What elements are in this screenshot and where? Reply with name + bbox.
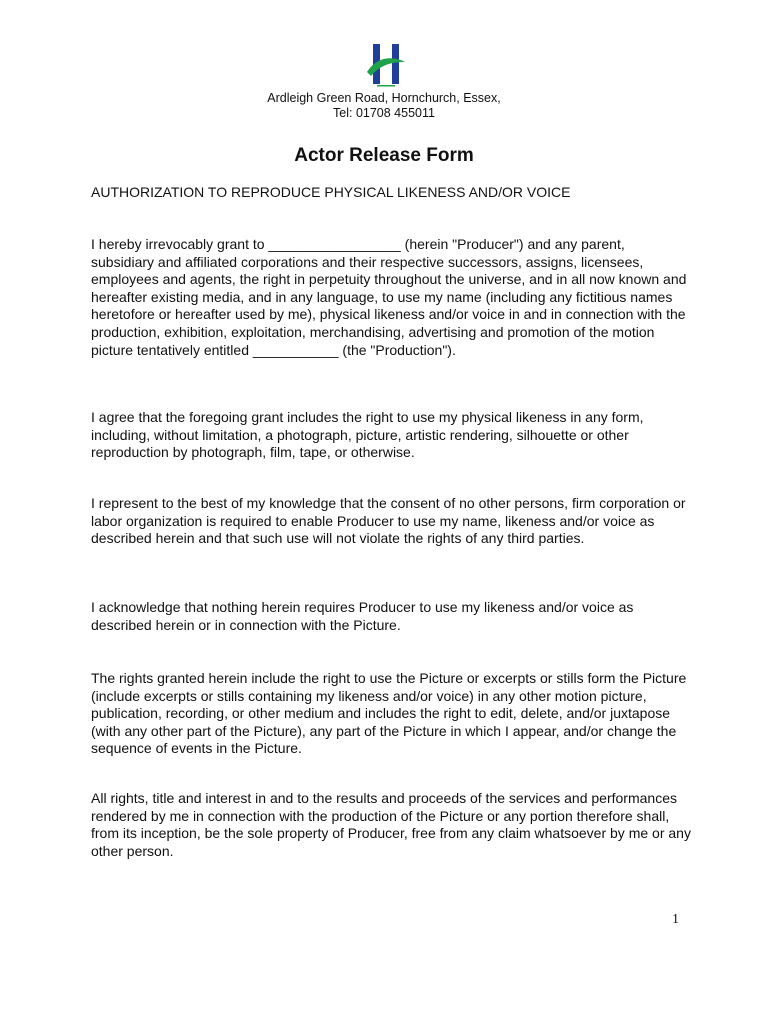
page-number: 1 <box>672 912 679 927</box>
school-logo <box>363 42 409 88</box>
paragraph-grant: I hereby irrevocably grant to _________________ (herein "Producer") and any parent, subsidiary and affiliated corporations and their respective successors, assigns, licensees, employees and agents, the right in perpetuity throughout the universe, and in all now known and hereafter existing media, and in any language, to use my name (including any fictitious names heretofore or hereafter used by me), physical likeness and/or voice in and in connection with the production, exhibition, exploitation, merchandising, advertising and promotion of the motion picture tentatively entitled ___________ (the "Production"). <box>91 236 687 358</box>
address-line: Ardleigh Green Road, Hornchurch, Essex, <box>267 91 501 105</box>
paragraph-rights: The rights granted herein include the right to use the Picture or excerpts or stills form the Picture (include excerpts or stills containing my likeness and/or voice) in any other motion picture, publication, recording, or other medium and includes the right to edit, delete, and/or juxtapose (with any other part of the Picture), any part of the Picture in which I appear, and/or change the sequence of events in the Picture. <box>91 670 687 757</box>
paragraph-ownership: All rights, title and interest in and to the results and proceeds of the services and performances rendered by me in connection with the production of the Picture or any portion therefore shall, from its inception, be the sole property of Producer, free from any claim whatsoever by me or any other person. <box>91 790 691 859</box>
paragraph-consent: I represent to the best of my knowledge that the consent of no other persons, firm corporation or labor organization is required to enable Producer to use my name, likeness and/or voice as described herein and that such use will not violate the rights of any third parties. <box>91 495 686 547</box>
document-subtitle: AUTHORIZATION TO REPRODUCE PHYSICAL LIKENESS AND/OR VOICE <box>91 184 571 200</box>
paragraph-likeness: I agree that the foregoing grant includes the right to use my physical likeness in any form, including, without limitation, a photograph, picture, artistic rendering, silhouette or other reproduction by photograph, film, tape, or otherwise. <box>91 409 644 461</box>
telephone-line: Tel: 01708 455011 <box>333 106 435 120</box>
paragraph-acknowledge: I acknowledge that nothing herein requires Producer to use my likeness and/or voice as described herein or in connection with the Picture. <box>91 599 634 633</box>
document-title: Actor Release Form <box>294 145 474 166</box>
